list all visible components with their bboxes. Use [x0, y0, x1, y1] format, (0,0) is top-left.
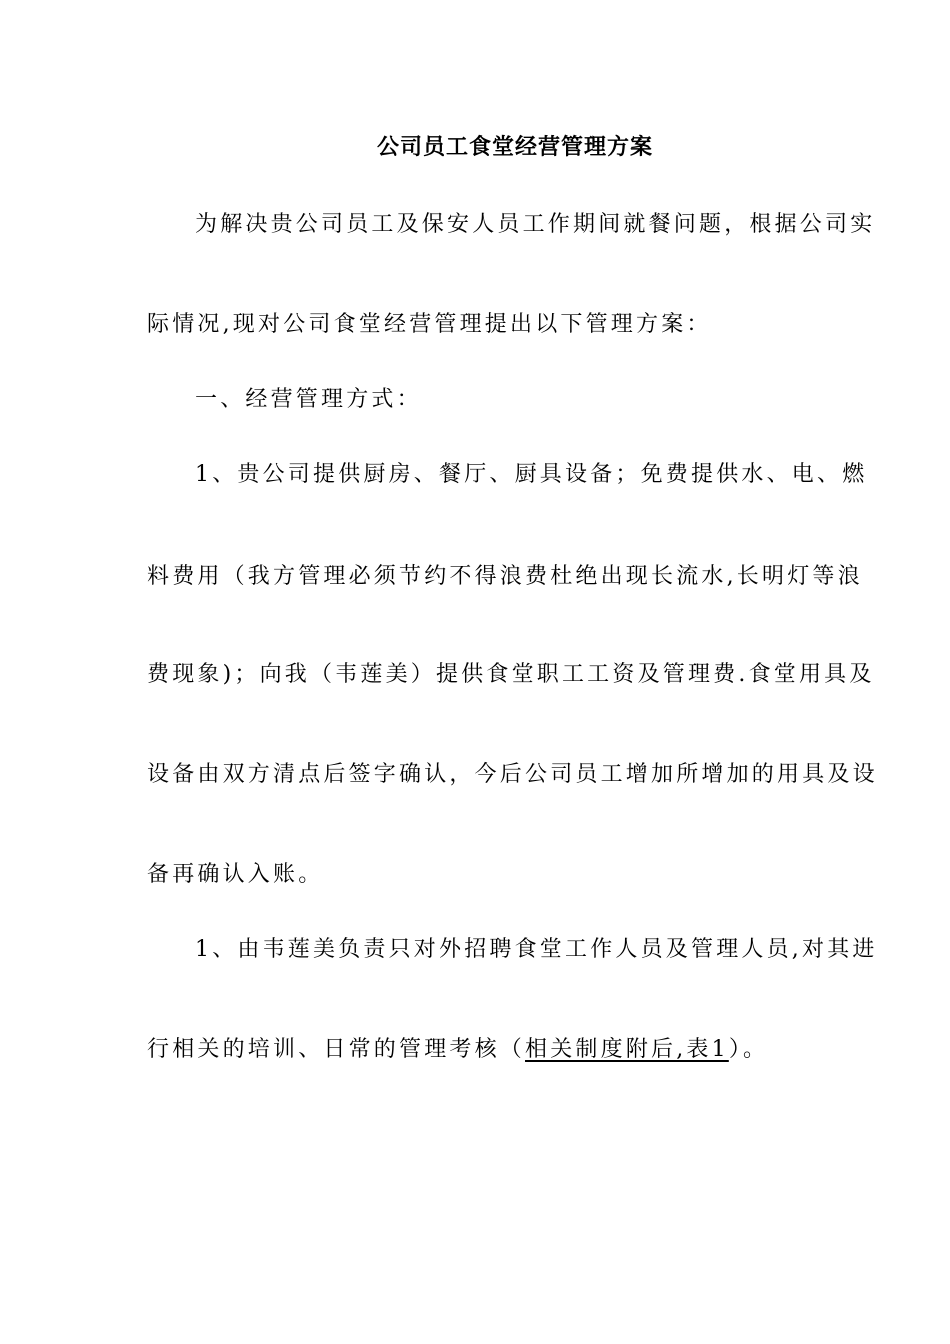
paragraph-line: 费现象)；向我（韦莲美）提供食堂职工工资及管理费.食堂用具及 [147, 662, 875, 687]
attachment-reference: 相关制度附后,表1 [525, 1037, 729, 1062]
paragraph-line: 为解决贵公司员工及保安人员工作期间就餐问题，根据公司实 [195, 212, 876, 237]
paragraph-line-last [147, 1035, 887, 1065]
paragraph-line: 1、贵公司提供厨房、餐厅、厨具设备；免费提供水、电、燃 [195, 462, 868, 487]
document-title: 公司员工食堂经营管理方案 [376, 135, 653, 160]
paragraph-line: 设备由双方清点后签字确认，今后公司员工增加所增加的用具及设 [147, 762, 878, 787]
paragraph-line: 备再确认入账。 [147, 862, 324, 887]
section-heading: 一、经营管理方式： [195, 387, 422, 412]
paragraph-line: 际情况,现对公司食堂经营管理提出以下管理方案： [147, 312, 712, 337]
paragraph-line: 料费用（我方管理必须节约不得浪费杜绝出现长流水,长明灯等浪 [147, 564, 863, 589]
paragraph-line: 1、由韦莲美负责只对外招聘食堂工作人员及管理人员,对其进 [195, 937, 878, 962]
line-prefix: 行相关的培训、日常的管理考核（ [147, 1037, 526, 1062]
line-suffix: ）。 [728, 1037, 769, 1062]
